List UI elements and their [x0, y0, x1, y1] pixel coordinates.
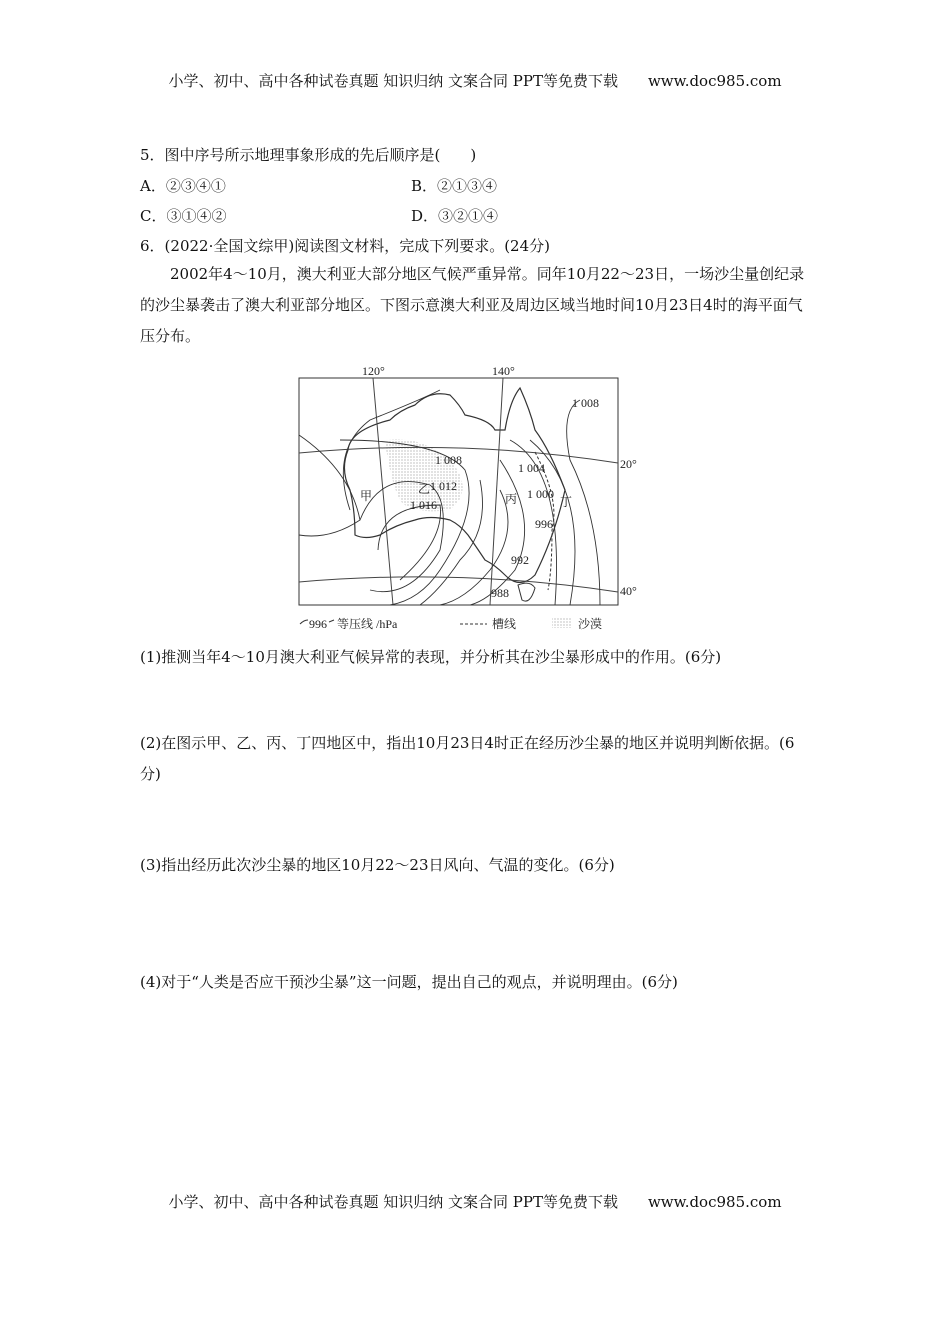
q5-option-d: D．③②①④ — [411, 207, 499, 225]
lon-120-label: 120° — [362, 364, 385, 378]
lat-20-label: 20° — [620, 457, 637, 471]
latitude-40 — [299, 577, 618, 592]
q6-sub-4: (4)对于“人类是否应干预沙尘暴”这一问题，提出自己的观点，并说明理由。(6分) — [140, 973, 678, 991]
q6-material: 2002年4～10月，澳大利亚大部分地区气候严重异常。同年10月22～23日，一场沙尘量创纪录的沙尘暴袭击了澳大利亚部分地区。下图示意澳大利亚及周边区域当地时间10月23日4时的海平面气压分布。 — [140, 265, 805, 345]
footer-text: 小学、初中、高中各种试卷真题 知识归纳 文案合同 PPT等免费下载 — [168, 1193, 618, 1211]
q5-option-c: C．③①④② — [140, 207, 227, 225]
isobar-label: 1 016 — [410, 498, 437, 512]
isobar-label: 1 012 — [430, 479, 457, 493]
page-footer — [0, 1191, 950, 1212]
region-bing: 丙 — [505, 492, 518, 506]
header-site: www.doc985.com — [647, 72, 782, 90]
q6-stem: 6．(2022·全国文综甲)阅读图文材料，完成下列要求。(24分) — [140, 237, 550, 255]
page-header — [0, 70, 950, 91]
isobar-label: 1 008 — [435, 453, 462, 467]
isobar-label: 1 008 — [572, 396, 599, 410]
region-jia: 甲 — [360, 489, 373, 503]
region-yi: 乙 — [418, 482, 431, 496]
legend-trough: 槽线 — [492, 617, 517, 631]
region-ding: 丁 — [560, 495, 573, 509]
isobar-label: 996 — [535, 517, 553, 531]
footer-site: www.doc985.com — [647, 1193, 782, 1211]
isobar-label: 1 004 — [518, 461, 545, 475]
pressure-map — [290, 360, 650, 640]
isobar-label: 1 000 — [527, 487, 554, 501]
q6-sub-2: (2)在图示甲、乙、丙、丁四地区中，指出10月23日4时正在经历沙尘暴的地区并说明判断依据。(6分) — [140, 734, 795, 783]
lon-140-label: 140° — [492, 364, 515, 378]
legend-desert-swatch — [552, 618, 572, 628]
legend-isobar: 等压线 /hPa — [337, 617, 398, 631]
isobar-label: 992 — [511, 553, 529, 567]
q5-stem: 5．图中序号所示地理事象形成的先后顺序是( ) — [140, 146, 477, 164]
lat-40-label: 40° — [620, 584, 637, 598]
legend-isobar-value: 996 — [309, 617, 327, 631]
q6-sub-1: (1)推测当年4～10月澳大利亚气候异常的表现，并分析其在沙尘暴形成中的作用。(6分) — [140, 648, 722, 666]
header-text: 小学、初中、高中各种试卷真题 知识归纳 文案合同 PPT等免费下载 — [168, 72, 618, 90]
q5-option-b: B．②①③④ — [411, 177, 498, 195]
tasmania — [518, 583, 535, 601]
isobar-label: 988 — [491, 586, 509, 600]
q5-option-a: A．②③④① — [140, 177, 226, 195]
q6-sub-3: (3)指出经历此次沙尘暴的地区10月22～23日风向、气温的变化。(6分) — [140, 856, 615, 874]
legend-desert: 沙漠 — [578, 617, 603, 631]
